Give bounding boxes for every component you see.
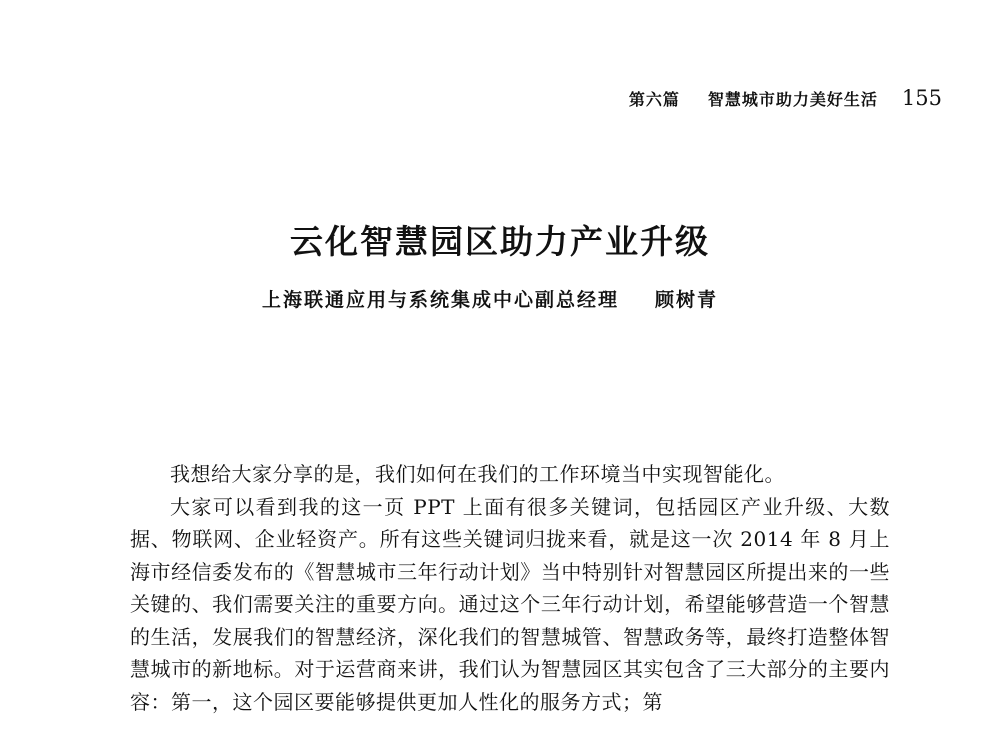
- author-role: 上海联通应用与系统集成中心副总经理: [262, 289, 620, 311]
- author-name: 顾树青: [655, 289, 719, 311]
- article-title: 云化智慧园区助力产业升级: [290, 222, 710, 261]
- paragraph: 大家可以看到我的这一页 PPT 上面有很多关键词，包括园区产业升级、大数据、物联网、企业轻资产。所有这些关键词归拢来看，就是这一次 2014 年 8 月上海市经信委发布的《智慧城市三年行动计划》当中特别针对智慧园区所提出来的一些关键的、我们需要关注的重要方向。通过这个三年行动计划，希望能够营造一个智慧的生活，发展我们的智慧经济，深化我们的智慧城管、智慧政务等，最终打造整体智慧城市的新地标。对于运营商来讲，我们认为智慧园区其实包含了三大部分的主要内容：第一，这个园区要能够提供更加人性化的服务方式；第: [130, 494, 890, 714]
- article-body: [130, 458, 890, 718]
- section-subtitle: 智慧城市助力美好生活: [707, 90, 878, 109]
- paragraph: 我想给大家分享的是，我们如何在我们的工作环境当中实现智能化。: [170, 462, 785, 486]
- byline: [262, 285, 718, 312]
- page-number: 155: [901, 86, 942, 110]
- running-header: [629, 86, 942, 110]
- section-label: 第六篇: [628, 90, 680, 109]
